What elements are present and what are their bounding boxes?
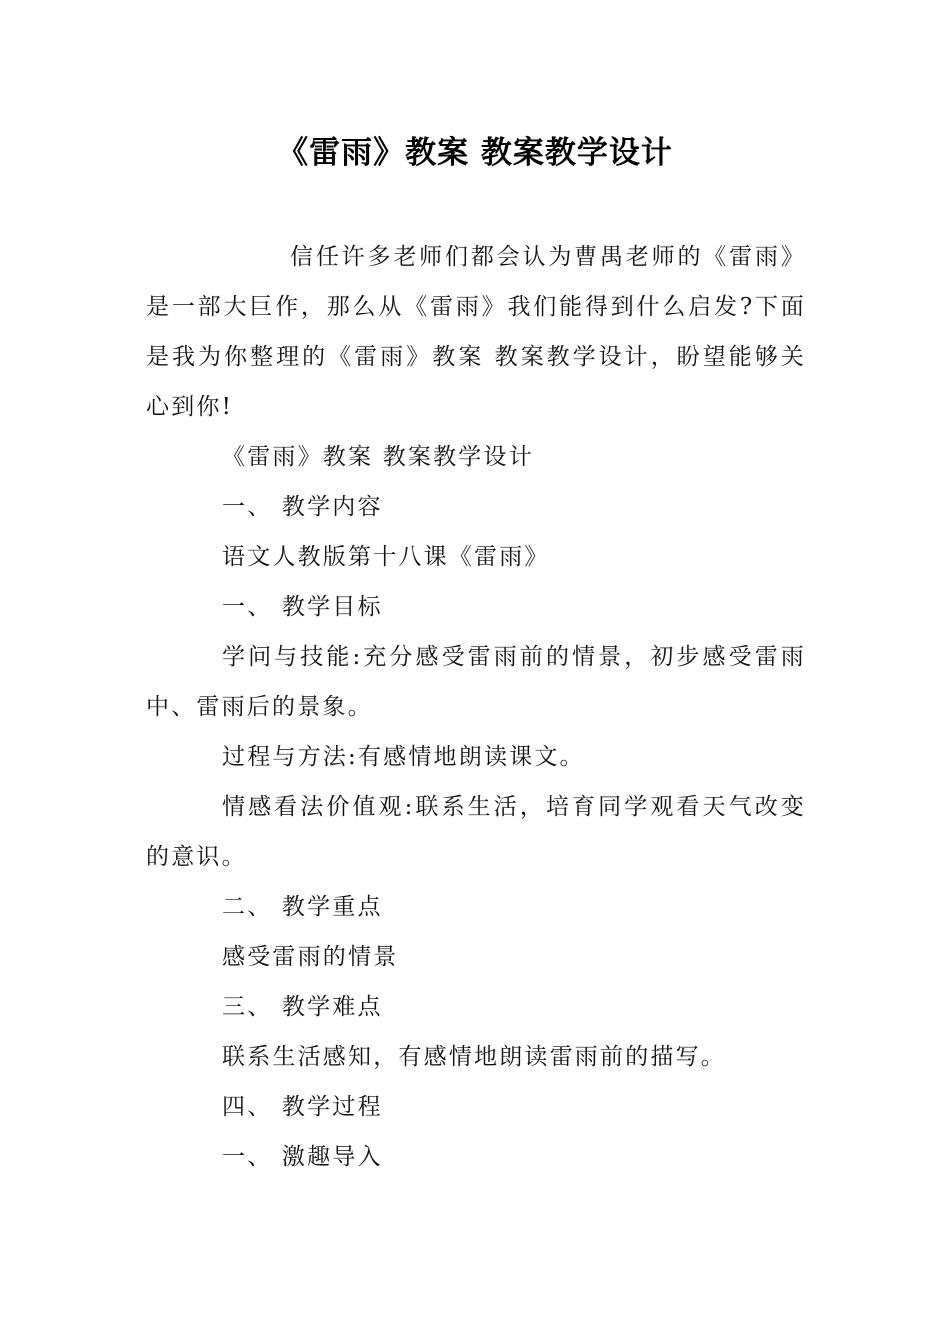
paragraph-lesson: 语文人教版第十八课《雷雨》: [222, 544, 550, 570]
intro-paragraph: 信任许多老师们都会认为曹禺老师的《雷雨》是一部大巨作，那么从《雷雨》我们能得到什么启发?下面是我为你整理的《雷雨》教案 教案教学设计，盼望能够关心到你!: [146, 244, 806, 420]
document-title: 《雷雨》教案 教案教学设计: [277, 135, 673, 171]
section-heading-teaching-content: 一、 教学内容: [222, 494, 383, 520]
subtitle-paragraph: 《雷雨》教案 教案教学设计: [222, 444, 534, 470]
document-body: [146, 232, 806, 1182]
paragraph-emotion-values: 情感看法价值观:联系生活，培育同学观看天气改变的意识。: [146, 794, 806, 870]
paragraph-difficulties: 联系生活感知，有感情地朗读雷雨前的描写。: [222, 1044, 726, 1070]
section-heading-introduction: 一、 激趣导入: [222, 1144, 383, 1170]
paragraph-knowledge-skills: 学问与技能:充分感受雷雨前的情景，初步感受雷雨中、雷雨后的景象。: [146, 644, 806, 720]
section-heading-difficulties: 三、 教学难点: [222, 994, 383, 1020]
section-heading-teaching-process: 四、 教学过程: [222, 1094, 383, 1120]
paragraph-process-method: 过程与方法:有感情地朗读课文。: [222, 744, 585, 770]
paragraph-key-points: 感受雷雨的情景: [222, 944, 399, 970]
section-heading-key-points: 二、 教学重点: [222, 894, 383, 920]
section-heading-teaching-goals: 一、 教学目标: [222, 594, 383, 620]
